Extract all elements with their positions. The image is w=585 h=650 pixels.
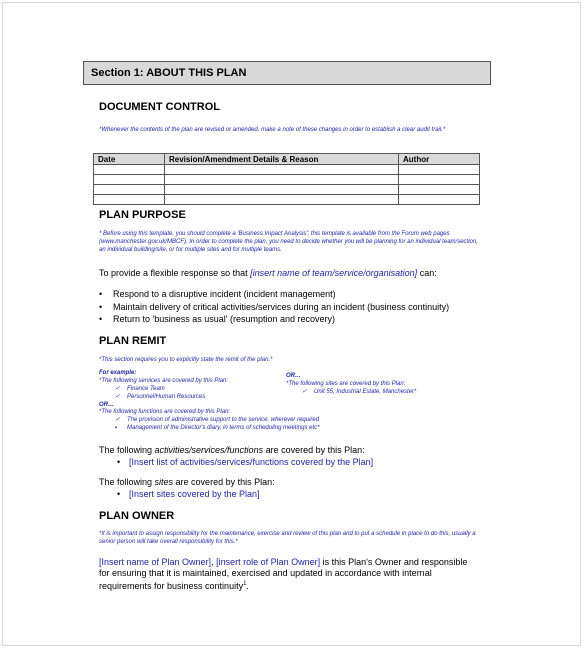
activities-em: activities/services/functions: [154, 445, 264, 455]
sites-text: The following: [99, 477, 155, 487]
table-cell[interactable]: [399, 185, 480, 195]
sites-text-end: are covered by this Plan:: [173, 477, 275, 487]
sites-line: [99, 477, 275, 488]
purpose-bullet-list: [99, 288, 449, 326]
section-title: Section 1: ABOUT THIS PLAN: [83, 61, 491, 85]
table-cell[interactable]: [165, 195, 399, 205]
table-cell[interactable]: [399, 165, 480, 175]
plan-owner-note: *It is important to assign responsibility for the maintenance, exercise and review of this plan and to put a schedule in place to do this, usually a senior person will take overall responsibility for this.*: [99, 531, 476, 545]
owner-text-end: .: [246, 581, 249, 591]
owner-comma: ,: [211, 557, 217, 567]
plan-purpose-intro: [99, 268, 489, 279]
activities-placeholder[interactable]: • [Insert list of activities/services/functions covered by the Plan]: [117, 457, 374, 467]
for-example-label: For example:: [99, 370, 137, 376]
activities-line: [99, 445, 365, 456]
organisation-placeholder[interactable]: [insert name of team/service/organisation]: [250, 268, 418, 278]
table-cell[interactable]: [399, 175, 480, 185]
purpose-bullet: • Return to 'business as usual' (resumption and recovery): [99, 313, 449, 326]
document-control-note: *Whenever the contents of the plan are revised or amended, make a note of these changes in order to establish a clear audit trail.*: [99, 127, 446, 133]
services-intro: *The following services are covered by this Plan:: [99, 378, 229, 384]
plan-purpose-heading: PLAN PURPOSE: [99, 209, 186, 221]
functions-intro: *The following functions are covered by this Plan:: [99, 409, 231, 415]
owner-name-placeholder[interactable]: [Insert name of Plan Owner]: [99, 557, 212, 567]
purpose-bullet: • Maintain delivery of critical activities/services during an incident (business continuity): [99, 301, 449, 314]
purpose-bullet: • Respond to a disruptive incident (incident management): [99, 288, 449, 301]
table-cell[interactable]: [94, 175, 165, 185]
table-row: [94, 165, 480, 175]
owner-text: is this Plan's Owner and responsible for ensuring that it is maintained, exercised and updated in accordance with internal requirements for business continuity: [99, 557, 468, 591]
activities-text-end: are covered by this Plan:: [263, 445, 365, 455]
table-cell[interactable]: [94, 185, 165, 195]
table-header-row: [94, 154, 480, 165]
intro-text: To provide a flexible response so that: [99, 268, 251, 278]
table-row: [94, 185, 480, 195]
table-cell[interactable]: [165, 185, 399, 195]
or-label: OR…: [286, 373, 301, 379]
table-cell[interactable]: [94, 165, 165, 175]
owner-role-placeholder[interactable]: [insert role of Plan Owner]: [216, 557, 321, 567]
or-label: OR…: [99, 402, 114, 408]
plan-owner-heading: PLAN OWNER: [99, 510, 175, 522]
table-header-revision: Revision/Amendment Details & Reason: [165, 154, 399, 165]
table-header-date: Date: [94, 154, 165, 165]
table-cell[interactable]: [165, 175, 399, 185]
sites-placeholder[interactable]: • [Insert sites covered by the Plan]: [117, 489, 260, 499]
plan-owner-text: [99, 557, 474, 592]
intro-text-end: can:: [417, 268, 437, 278]
function-item: ✓ The provision of administrative support to the service, wherever required: [115, 416, 319, 424]
function-item: ▪ Management of the Director's diary, in terms of scheduling meetings etc*: [115, 424, 319, 432]
plan-purpose-note: * Before using this template, you should complete a 'Business Impact Analysis'; this template is available from the Forum web pages (www.manchester.gov.uk/MBCF). In order to complete the plan, you need to decide whether you will be planning for an individual team/section, an individual building/site, or for multiple sites and for multiple teams.: [99, 231, 478, 253]
footnote-marker: 1: [243, 581, 247, 587]
document-control-heading: DOCUMENT CONTROL: [99, 101, 220, 113]
table-cell[interactable]: [165, 165, 399, 175]
plan-remit-note: *This section requires you to explicitly state the remit of the plan.*: [99, 357, 273, 363]
sites-intro: *The following sites are covered by this Plan:: [286, 381, 406, 387]
service-item: ✓ Finance Team: [115, 385, 165, 393]
site-item: ✓ Unit 55, Industrial Estate, Manchester*: [302, 388, 416, 396]
table-row: [94, 175, 480, 185]
document-control-table: [93, 153, 480, 205]
sites-placeholder-text[interactable]: [Insert sites covered by the Plan]: [129, 489, 260, 499]
activities-placeholder-text[interactable]: [Insert list of activities/services/functions covered by the Plan]: [129, 457, 374, 467]
table-cell[interactable]: [399, 195, 480, 205]
table-header-author: Author: [399, 154, 480, 165]
activities-text: The following: [99, 445, 155, 455]
service-item: ✓ Personnel/Human Resources: [115, 393, 205, 401]
plan-remit-heading: PLAN REMIT: [99, 335, 167, 347]
table-row: [94, 195, 480, 205]
table-cell[interactable]: [94, 195, 165, 205]
sites-em: sites: [154, 477, 174, 487]
